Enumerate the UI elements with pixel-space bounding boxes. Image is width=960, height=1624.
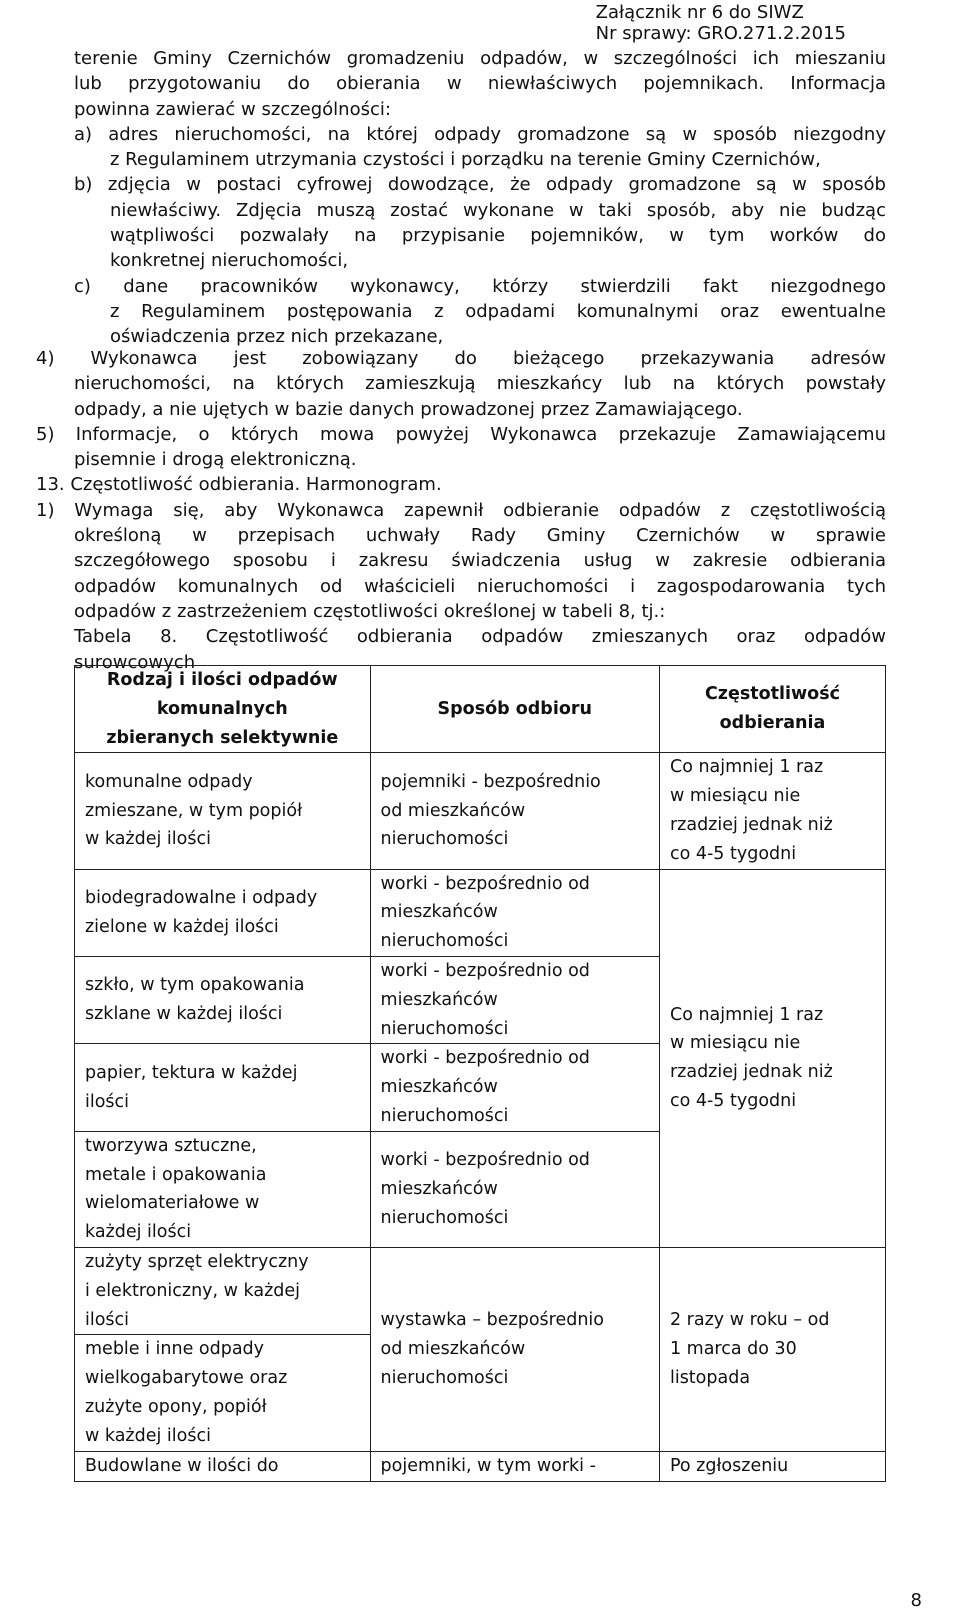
cell-text: w miesiącu nie — [669, 1033, 801, 1054]
cell-text: Częstotliwość — [704, 684, 840, 705]
cell-text: 1 marca do 30 — [669, 1338, 797, 1359]
text-line: z Regulaminem utrzymania czystości i porządku na terenie Gminy Czernichów, — [110, 149, 821, 171]
cell-text: metale i opakowania — [85, 1164, 267, 1185]
cell-text: co 4-5 tygodni — [669, 1091, 797, 1112]
table-cell — [75, 1131, 371, 1247]
cell-text: komunalnych — [156, 698, 288, 719]
section-13-heading: 13. Częstotliwość odbierania. Harmonogram. — [36, 474, 442, 496]
cell-text: nieruchomości — [380, 931, 509, 952]
table-row — [75, 753, 886, 869]
cell-text: tworzywa sztuczne, — [85, 1135, 257, 1156]
table-cell — [370, 1451, 659, 1481]
body-text — [74, 46, 886, 350]
table-cell — [75, 753, 371, 869]
cell-text: Sposób odbioru — [437, 698, 592, 719]
cell-text: Co najmniej 1 raz — [669, 757, 824, 778]
table-header-row — [75, 666, 886, 753]
cell-text: rzadziej jednak niż — [669, 814, 833, 835]
cell-text: wystawka – bezpośrednio — [380, 1310, 604, 1331]
cell-text: wielomateriałowe w — [85, 1193, 260, 1214]
cell-text: komunalne odpady — [85, 771, 253, 792]
text-line: konkretnej nieruchomości, — [110, 250, 349, 272]
cell-text: szklane w każdej ilości — [85, 1004, 283, 1025]
cell-text: ilości — [85, 1091, 130, 1112]
cell-text: zielone w każdej ilości — [85, 916, 279, 937]
cell-text: pojemniki, w tym worki - — [380, 1455, 596, 1476]
header-frequency — [659, 666, 885, 753]
list-item-b: b) zdjęcia w postaci cyfrowej dowodzące, że odpady gromadzone są w sposób — [74, 174, 886, 196]
page-number: 8 — [910, 1590, 922, 1611]
text-line: terenie Gminy Czernichów gromadzeniu odpadów, w szczególności ich mieszaniu — [74, 48, 886, 69]
list-item-c: c) dane pracowników wykonawcy, którzy stwierdzili fakt niezgodnego — [74, 275, 886, 297]
header-attachment-label: Załącznik nr 6 do SIWZ — [595, 2, 804, 23]
text-line: wątpliwości pozwalały na przypisanie pojemników, w tym worków do — [110, 225, 886, 247]
cell-text: biodegradowalne i odpady — [85, 887, 318, 908]
cell-text: szkło, w tym opakowania — [85, 975, 305, 996]
header-waste-type — [75, 666, 371, 753]
cell-text: mieszkańców — [380, 989, 498, 1010]
table-cell — [370, 956, 659, 1043]
text-line: odpady, a nie ujętych w bazie danych prowadzonej przez Zamawiającego. — [74, 398, 743, 420]
text-line: nieruchomości, na których zamieszkują mieszkańcy lub na których powstały — [74, 373, 886, 395]
cell-text: w każdej ilości — [85, 829, 211, 850]
cell-text: meble i inne odpady — [85, 1339, 265, 1360]
cell-text: worki - bezpośrednio od — [380, 1048, 590, 1069]
cell-text: ilości — [85, 1309, 130, 1330]
cell-text: odbierania — [719, 713, 826, 734]
cell-text: od mieszkańców — [380, 1338, 526, 1359]
cell-text: nieruchomości — [380, 829, 509, 850]
cell-text: worki - bezpośrednio od — [380, 1150, 590, 1171]
table-caption: Tabela 8. Częstotliwość odbierania odpadów zmieszanych oraz odpadów — [74, 626, 886, 648]
text-line: z Regulaminem postępowania z odpadami komunalnymi oraz ewentualne — [110, 300, 886, 322]
cell-text: zbieranych selektywnie — [106, 727, 339, 748]
cell-text: pojemniki - bezpośrednio — [380, 771, 601, 792]
text-line: pisemnie i drogą elektroniczną. — [74, 449, 357, 471]
table-caption-cont: surowcowych — [74, 651, 196, 673]
table-cell — [659, 1451, 885, 1481]
text-line: szczegółowego sposobu i zakresu świadczenia usług w zakresie odbierania — [74, 550, 886, 572]
table-cell — [75, 869, 371, 956]
text-line: odpadów komunalnych od właścicieli nieruchomości i zagospodarowania tych — [74, 575, 886, 597]
list-item-1: 1) Wymaga się, aby Wykonawca zapewnił odbieranie odpadów z częstotliwością — [36, 499, 886, 521]
table-row — [75, 869, 886, 956]
list-item-a: a) adres nieruchomości, na której odpady gromadzone są w sposób niezgodny — [74, 123, 886, 145]
cell-text: Budowlane w ilości do — [85, 1455, 279, 1476]
table-cell — [370, 869, 659, 956]
list-item-4: 4) Wykonawca jest zobowiązany do bieżącego przekazywania adresów — [36, 348, 886, 369]
table-cell — [370, 1131, 659, 1247]
cell-text: od mieszkańców — [380, 800, 526, 821]
cell-text: zużyte opony, popiół — [85, 1396, 267, 1417]
cell-text: w każdej ilości — [85, 1425, 211, 1446]
table-cell — [75, 1044, 371, 1131]
cell-text: worki - bezpośrednio od — [380, 873, 590, 894]
list-item-5: 5) Informacje, o których mowa powyżej Wykonawca przekazuje Zamawiającemu — [36, 423, 886, 445]
cell-text: mieszkańców — [380, 1178, 498, 1199]
table-cell — [75, 1335, 371, 1451]
cell-text: papier, tektura w każdej — [85, 1062, 298, 1083]
body-text-2 — [36, 346, 886, 675]
header-case-number: Nr sprawy: GRO.271.2.2015 — [595, 23, 846, 44]
cell-text: zużyty sprzęt elektryczny — [85, 1251, 309, 1272]
frequency-table — [74, 665, 886, 1482]
cell-text: wielkogabarytowe oraz — [85, 1368, 288, 1389]
cell-text: nieruchomości — [380, 1105, 509, 1126]
cell-text: nieruchomości — [380, 1018, 509, 1039]
table-cell — [659, 753, 885, 869]
cell-text: mieszkańców — [380, 1077, 498, 1098]
cell-text: każdej ilości — [85, 1222, 192, 1243]
cell-text: worki - bezpośrednio od — [380, 960, 590, 981]
cell-text: Rodzaj i ilości odpadów — [106, 670, 338, 690]
cell-text: w miesiącu nie — [669, 786, 801, 807]
cell-text: mieszkańców — [380, 902, 498, 923]
cell-text: nieruchomości — [380, 1367, 509, 1388]
header-collection-method — [370, 666, 659, 753]
table-cell — [75, 956, 371, 1043]
cell-text: i elektroniczny, w każdej — [85, 1280, 301, 1301]
text-line: odpadów z zastrzeżeniem częstotliwości określonej w tabeli 8, tj.: — [74, 600, 666, 622]
table-row — [75, 1451, 886, 1481]
cell-text: zmieszane, w tym popiół — [85, 800, 303, 821]
table-row — [75, 1247, 886, 1334]
cell-text: listopada — [669, 1367, 751, 1388]
cell-text: nieruchomości — [380, 1207, 509, 1228]
text-line: niewłaściwy. Zdjęcia muszą zostać wykonane w taki sposób, aby nie budząc — [110, 199, 886, 221]
text-line: oświadczenia przez nich przekazane, — [110, 326, 444, 348]
text-line: powinna zawierać w szczególności: — [74, 98, 391, 120]
cell-text: co 4-5 tygodni — [669, 843, 797, 864]
text-line: lub przygotowaniu do obierania w niewłaściwych pojemnikach. Informacja — [74, 73, 886, 95]
cell-text: Co najmniej 1 raz — [669, 1004, 824, 1025]
text-line: określoną w przepisach uchwały Rady Gminy Czernichów w sprawie — [74, 525, 886, 547]
table-cell — [75, 1247, 371, 1334]
table-cell-merged-frequency — [659, 869, 885, 1247]
table-cell — [370, 753, 659, 869]
cell-text: rzadziej jednak niż — [669, 1062, 833, 1083]
table-cell — [75, 1451, 371, 1481]
table-cell-merged-frequency-2 — [659, 1247, 885, 1451]
table-cell — [370, 1044, 659, 1131]
cell-text: Po zgłoszeniu — [669, 1455, 789, 1476]
document-header — [596, 2, 846, 44]
table-cell-merged-method — [370, 1247, 659, 1451]
cell-text: 2 razy w roku – od — [669, 1310, 830, 1331]
